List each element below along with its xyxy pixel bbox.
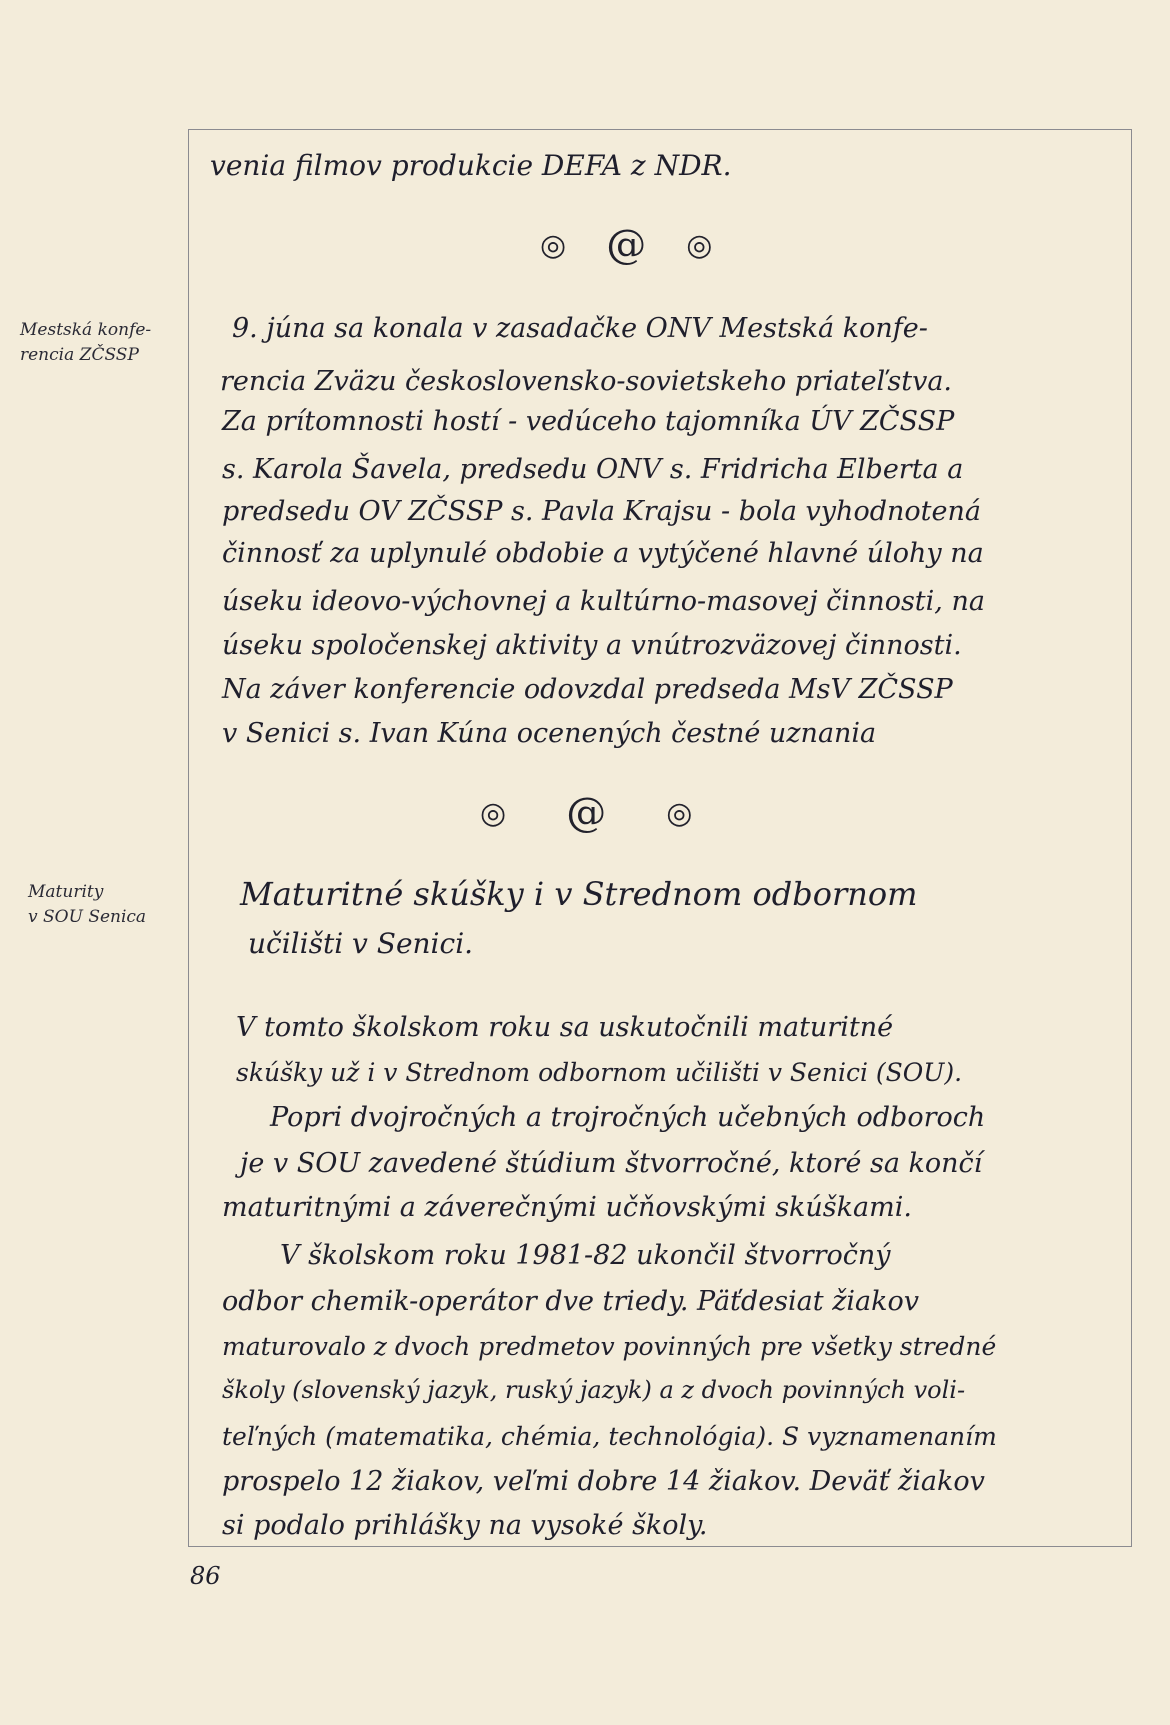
text-line: teľných (matematika, chémia, technológia). S vyznamenaním	[222, 1422, 997, 1451]
spiral-ornament-icon: ◎	[540, 227, 567, 263]
text-line: Za prítomnosti hostí - vedúceho tajomníka ÚV ZČSSP	[222, 406, 955, 437]
text-line: činnosť za uplynulé obdobie a vytýčené hlavné úlohy na	[222, 538, 984, 569]
text-line: skúšky už i v Strednom odbornom učilišti v Senici (SOU).	[236, 1058, 963, 1087]
spiral-ornament-icon: ◎	[480, 795, 507, 831]
text-line: 9. júna sa konala v zasadačke ONV Mestská konfe-	[232, 313, 928, 344]
ornament-divider-2	[480, 790, 692, 836]
text-line: odbor chemik-operátor dve triedy. Päťdesiat žiakov	[222, 1286, 920, 1317]
text-line: V školskom roku 1981-82 ukončil štvorročný	[280, 1240, 891, 1271]
text-line: V tomto školskom roku sa uskutočnili maturitné	[236, 1012, 894, 1043]
text-line: rencia Zväzu československo-sovietskeho priateľstva.	[220, 366, 953, 397]
text-line: maturovalo z dvoch predmetov povinných pre všetky stredné	[222, 1332, 997, 1361]
margin-note-maturity	[28, 880, 146, 930]
text-line: úseku spoločenskej aktivity a vnútrozväzovej činnosti.	[222, 630, 962, 661]
margin-note-line: Mestská konfe-	[20, 320, 152, 340]
text-line: Popri dvojročných a trojročných učebných odboroch	[270, 1102, 986, 1133]
margin-note-line: Maturity	[28, 882, 104, 902]
text-line: venia filmov produkcie DEFA z NDR.	[210, 149, 732, 182]
text-line: predsedu OV ZČSSP s. Pavla Krajsu - bola vyhodnotená	[222, 496, 981, 527]
text-line: Na záver konferencie odovzdal predseda MsV ZČSSP	[222, 674, 953, 705]
margin-note-line: v SOU Senica	[28, 907, 147, 927]
text-line: je v SOU zavedené štúdium štvorročné, ktoré sa končí	[240, 1148, 983, 1179]
text-line: úseku ideovo-výchovnej a kultúrno-masovej činnosti, na	[222, 586, 985, 617]
text-line: školy (slovenský jazyk, ruský jazyk) a z dvoch povinných voli-	[222, 1376, 966, 1404]
text-line: prospelo 12 žiakov, veľmi dobre 14 žiakov. Deväť žiakov	[222, 1466, 985, 1497]
text-line: v Senici s. Ivan Kúna ocenených čestné uznania	[222, 718, 877, 749]
margin-note-line: rencia ZČSSP	[20, 345, 139, 365]
section-heading: učilišti v Senici.	[248, 927, 474, 960]
spiral-ornament-icon: @	[606, 222, 647, 268]
margin-note-conference	[20, 318, 151, 368]
text-line: s. Karola Šavela, predsedu ONV s. Fridricha Elberta a	[222, 454, 964, 485]
spiral-ornament-icon: @	[566, 790, 607, 836]
spiral-ornament-icon: ◎	[666, 795, 693, 831]
text-line: maturitnými a záverečnými učňovskými skúškami.	[222, 1192, 912, 1223]
text-line: si podalo prihlášky na vysoké školy.	[222, 1510, 708, 1541]
section-heading: Maturitné skúšky i v Strednom odbornom	[240, 875, 918, 913]
ornament-divider-1	[540, 222, 712, 268]
spiral-ornament-icon: ◎	[686, 227, 713, 263]
page-number: 86	[190, 1562, 221, 1590]
